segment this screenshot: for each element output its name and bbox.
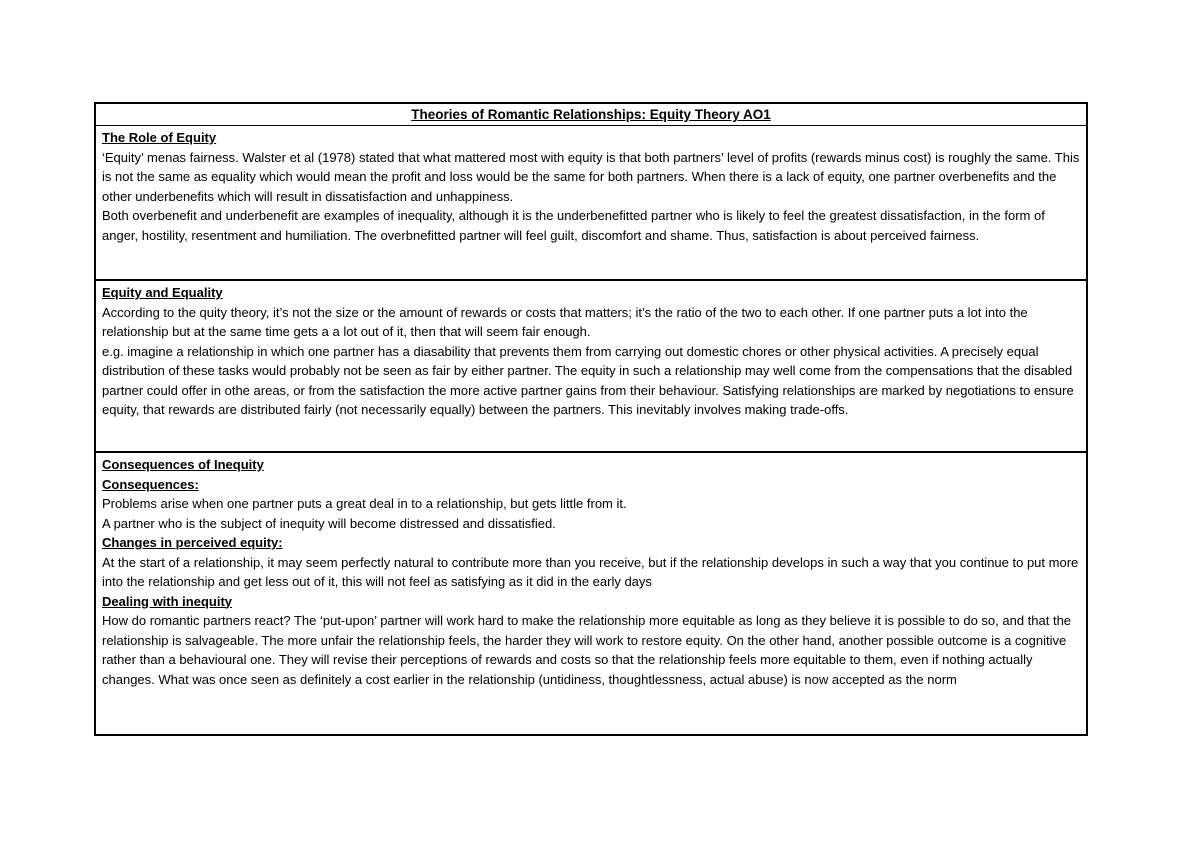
section-paragraph: e.g. imagine a relationship in which one partner has a diasability that prevents them from carrying out domestic chores or other physical activities. A precisely equal distribution of these tasks would probably not be seen as fair by either partner. The equity in such a relationship may well come from the compensations that the disabled partner could offer in othe areas, or from the satisfaction the more active partner gains from their behaviour. Satisfying relationships are marked by negotiations to ensure equity, that rewards are distributed fairly (not necessarily equally) between the partners. This inevitably involves making trade-offs. bbox=[102, 343, 1074, 417]
subsection-heading: Consequences: bbox=[102, 476, 199, 492]
section-heading: The Role of Equity bbox=[102, 130, 217, 145]
section-consequences-of-inequity bbox=[96, 453, 1086, 734]
subsection-paragraph: At the start of a relationship, it may seem perfectly natural to contribute more than you receive, but if the relationship develops in such a way that you continue to put more into the relationship and get less out of it, this will not feel as satisfying as it did in the early days bbox=[102, 554, 1079, 589]
document-title: Theories of Romantic Relationships: Equity Theory AO1 bbox=[96, 104, 1086, 126]
section-paragraph: According to the quity theory, it’s not the size or the amount of rewards or costs that matters; it’s the ratio of the two to each other. If one partner puts a lot into the relationship but at the same time gets a a lot out of it, then that will seem fair enough. bbox=[102, 304, 1028, 339]
subsection-paragraph: Problems arise when one partner puts a great deal in to a relationship, but gets little from it. bbox=[102, 496, 627, 511]
section-equity-and-equality bbox=[96, 281, 1086, 453]
section-heading: Consequences of Inequity bbox=[102, 457, 264, 472]
subsection-heading: Changes in perceived equity: bbox=[102, 535, 283, 550]
section-role-of-equity bbox=[96, 126, 1086, 281]
section-paragraph: ‘Equity’ menas fairness. Walster et al (1978) stated that what mattered most with equity is that both partners’ level of profits (rewards minus cost) is roughly the same. This is not the same as equality which would mean the profit and loss would be the same for both partners. When there is a lack of equity, one partner overbenefits and the other underbenefits which will result in dissatisfaction and unhappiness. bbox=[102, 149, 1080, 204]
section-heading: Equity and Equality bbox=[102, 285, 223, 300]
section-paragraph: Both overbenefit and underbenefit are examples of inequality, although it is the underbenefitted partner who is likely to feel the greatest dissatisfaction, in the form of anger, hostility, resentment and humiliation. The overbnefitted partner will feel guilt, discomfort and shame. Thus, satisfaction is about perceived fairness. bbox=[102, 208, 1045, 243]
worksheet-table bbox=[94, 102, 1088, 736]
subsection-paragraph: A partner who is the subject of inequity will become distressed and dissatisfied. bbox=[102, 515, 556, 531]
subsection-heading: Dealing with inequity bbox=[102, 593, 233, 609]
subsection-paragraph: How do romantic partners react? The ‘put-upon’ partner will work hard to make the relationship more equitable as long as they believe it is possible to do so, and that the relationship is salvageable. The more unfair the relationship feels, the harder they will work to restore equity. On the other hand, another possible outcome is a cognitive rather than a behavioural one. They will revise their perceptions of rewards and costs so that the relationship feels more equitable to them, even if nothing actually changes. What was once seen as definitely a cost earlier in the relationship (untidiness, thoughtlessness, actual abuse) is now accepted as the norm bbox=[102, 613, 1072, 687]
